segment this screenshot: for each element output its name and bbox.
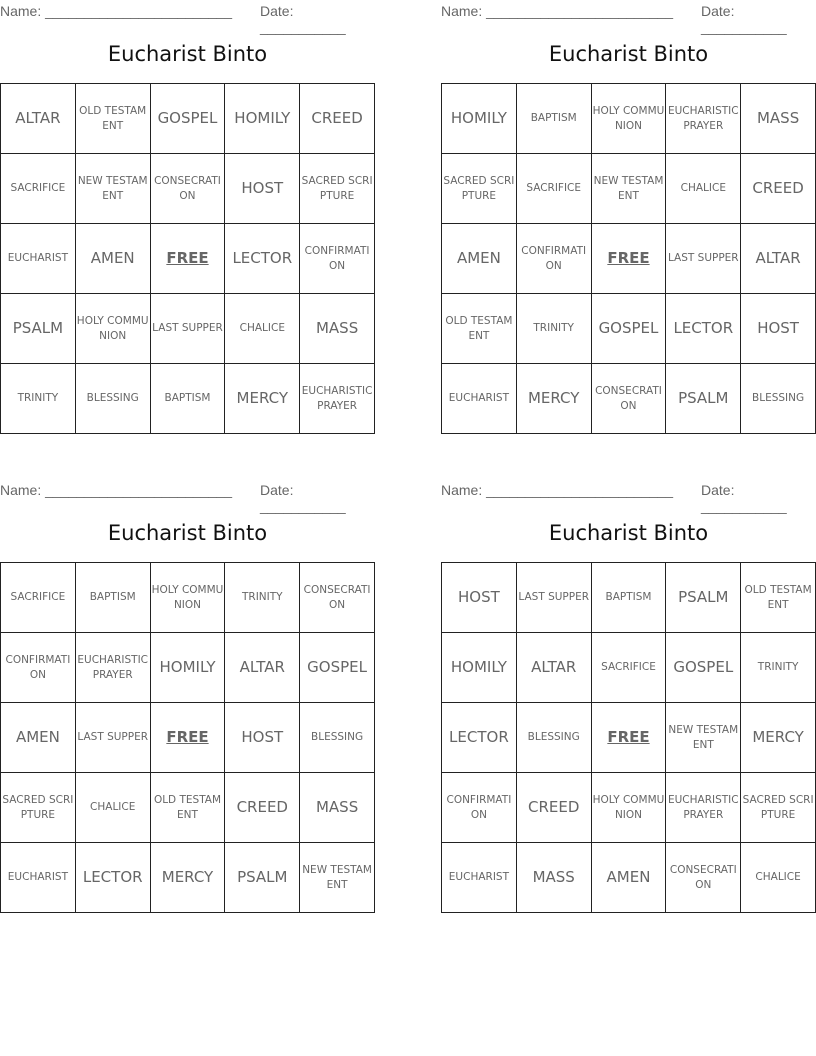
bingo-cell: BLESSING bbox=[300, 703, 375, 773]
bingo-cell: SACRED SCRIPTURE bbox=[442, 154, 517, 224]
bingo-cell: OLD TESTAMENT bbox=[442, 294, 517, 364]
bingo-cell: LECTOR bbox=[666, 294, 741, 364]
bingo-cell: LECTOR bbox=[225, 224, 300, 294]
bingo-cell: LECTOR bbox=[76, 843, 151, 913]
bingo-cell: OLD TESTAMENT bbox=[151, 773, 226, 843]
bingo-cell: SACRIFICE bbox=[592, 633, 667, 703]
bingo-cell: PSALM bbox=[666, 563, 741, 633]
bingo-cell: SACRED SCRIPTURE bbox=[1, 773, 76, 843]
bingo-cell: LAST SUPPER bbox=[76, 703, 151, 773]
bingo-cell: OLD TESTAMENT bbox=[741, 563, 816, 633]
bingo-cell: EUCHARISTIC PRAYER bbox=[666, 773, 741, 843]
bingo-cell: ALTAR bbox=[225, 633, 300, 703]
bingo-cell: EUCHARIST bbox=[1, 843, 76, 913]
bingo-cell: HOMILY bbox=[442, 84, 517, 154]
card-title: Eucharist Binto bbox=[548, 42, 709, 66]
bingo-cell: MERCY bbox=[225, 364, 300, 434]
bingo-cell: EUCHARISTIC PRAYER bbox=[300, 364, 375, 434]
bingo-cell: CREED bbox=[300, 84, 375, 154]
bingo-grid bbox=[0, 562, 375, 913]
bingo-cell: EUCHARISTIC PRAYER bbox=[666, 84, 741, 154]
bingo-cell: SACRED SCRIPTURE bbox=[741, 773, 816, 843]
bingo-cell: PSALM bbox=[666, 364, 741, 434]
bingo-cell: TRINITY bbox=[225, 563, 300, 633]
bingo-cell: BAPTISM bbox=[592, 563, 667, 633]
bingo-cell: PSALM bbox=[225, 843, 300, 913]
bingo-cell: CONSECRATION bbox=[666, 843, 741, 913]
bingo-cell: CONFIRMATION bbox=[1, 633, 76, 703]
bingo-cell: CREED bbox=[517, 773, 592, 843]
bingo-cell: AMEN bbox=[1, 703, 76, 773]
bingo-cell: CHALICE bbox=[666, 154, 741, 224]
bingo-cell: CONSECRATION bbox=[300, 563, 375, 633]
bingo-cell: CONFIRMATION bbox=[442, 773, 517, 843]
card-header bbox=[0, 479, 375, 514]
card-header bbox=[0, 0, 375, 35]
bingo-cell: CHALICE bbox=[76, 773, 151, 843]
bingo-cell: HOMILY bbox=[151, 633, 226, 703]
date-label: Date: ___________ bbox=[701, 3, 787, 35]
date-label: Date: ___________ bbox=[260, 3, 346, 35]
bingo-cell: ALTAR bbox=[517, 633, 592, 703]
bingo-cell: MERCY bbox=[517, 364, 592, 434]
bingo-card-1 bbox=[0, 0, 375, 412]
bingo-cell: BAPTISM bbox=[151, 364, 226, 434]
bingo-cell: NEW TESTAMENT bbox=[76, 154, 151, 224]
bingo-card-4 bbox=[441, 479, 816, 891]
bingo-cell: NEW TESTAMENT bbox=[666, 703, 741, 773]
bingo-cell: ALTAR bbox=[741, 224, 816, 294]
bingo-cell: CHALICE bbox=[741, 843, 816, 913]
bingo-cell: MASS bbox=[300, 773, 375, 843]
bingo-cell: AMEN bbox=[442, 224, 517, 294]
bingo-cell: AMEN bbox=[592, 843, 667, 913]
name-label: Name: ________________________ bbox=[0, 482, 232, 498]
bingo-cell: EUCHARIST bbox=[442, 843, 517, 913]
bingo-cell: EUCHARISTIC PRAYER bbox=[76, 633, 151, 703]
name-label: Name: ________________________ bbox=[441, 3, 673, 19]
bingo-cell: TRINITY bbox=[1, 364, 76, 434]
bingo-cell: LAST SUPPER bbox=[151, 294, 226, 364]
name-label: Name: ________________________ bbox=[0, 3, 232, 19]
bingo-cell: SACRIFICE bbox=[1, 563, 76, 633]
card-title: Eucharist Binto bbox=[548, 521, 709, 545]
bingo-cell: NEW TESTAMENT bbox=[592, 154, 667, 224]
bingo-cell: EUCHARIST bbox=[442, 364, 517, 434]
bingo-cell: MERCY bbox=[741, 703, 816, 773]
bingo-cell: GOSPEL bbox=[300, 633, 375, 703]
card-title: Eucharist Binto bbox=[107, 521, 268, 545]
bingo-cell: CONSECRATION bbox=[151, 154, 226, 224]
bingo-cell: BAPTISM bbox=[517, 84, 592, 154]
bingo-cell: HOST bbox=[225, 703, 300, 773]
free-space-cell: FREE bbox=[151, 703, 226, 773]
bingo-cell: SACRED SCRIPTURE bbox=[300, 154, 375, 224]
bingo-cell: TRINITY bbox=[741, 633, 816, 703]
bingo-cell: TRINITY bbox=[517, 294, 592, 364]
bingo-cell: HOST bbox=[442, 563, 517, 633]
bingo-cell: GOSPEL bbox=[592, 294, 667, 364]
card-header bbox=[441, 479, 816, 514]
bingo-cell: BLESSING bbox=[76, 364, 151, 434]
bingo-cell: HOST bbox=[225, 154, 300, 224]
card-title: Eucharist Binto bbox=[107, 42, 268, 66]
bingo-cell: BAPTISM bbox=[76, 563, 151, 633]
bingo-cell: HOMILY bbox=[225, 84, 300, 154]
bingo-cell: CHALICE bbox=[225, 294, 300, 364]
bingo-cell: MASS bbox=[741, 84, 816, 154]
bingo-cell: CONSECRATION bbox=[592, 364, 667, 434]
bingo-cell: MASS bbox=[300, 294, 375, 364]
bingo-cell: ALTAR bbox=[1, 84, 76, 154]
bingo-grid bbox=[441, 83, 816, 434]
free-space-cell: FREE bbox=[592, 224, 667, 294]
card-header bbox=[441, 0, 816, 35]
bingo-cell: EUCHARIST bbox=[1, 224, 76, 294]
bingo-cell: HOLY COMMUNION bbox=[151, 563, 226, 633]
free-space-cell: FREE bbox=[151, 224, 226, 294]
bingo-cell: BLESSING bbox=[741, 364, 816, 434]
free-space-cell: FREE bbox=[592, 703, 667, 773]
name-label: Name: ________________________ bbox=[441, 482, 673, 498]
date-label: Date: ___________ bbox=[701, 482, 787, 514]
bingo-grid bbox=[441, 562, 816, 913]
bingo-cell: LAST SUPPER bbox=[666, 224, 741, 294]
bingo-cell: GOSPEL bbox=[151, 84, 226, 154]
bingo-cell: CONFIRMATION bbox=[300, 224, 375, 294]
bingo-cell: LECTOR bbox=[442, 703, 517, 773]
bingo-cell: OLD TESTAMENT bbox=[76, 84, 151, 154]
bingo-cell: NEW TESTAMENT bbox=[300, 843, 375, 913]
bingo-cell: CREED bbox=[225, 773, 300, 843]
bingo-card-3 bbox=[0, 479, 375, 891]
bingo-cell: PSALM bbox=[1, 294, 76, 364]
bingo-cell: HOMILY bbox=[442, 633, 517, 703]
bingo-cell: CONFIRMATION bbox=[517, 224, 592, 294]
date-label: Date: ___________ bbox=[260, 482, 346, 514]
bingo-cell: CREED bbox=[741, 154, 816, 224]
bingo-cell: SACRIFICE bbox=[1, 154, 76, 224]
bingo-cell: GOSPEL bbox=[666, 633, 741, 703]
bingo-cell: BLESSING bbox=[517, 703, 592, 773]
bingo-cell: SACRIFICE bbox=[517, 154, 592, 224]
bingo-cell: HOLY COMMUNION bbox=[592, 773, 667, 843]
bingo-cell: AMEN bbox=[76, 224, 151, 294]
bingo-cell: LAST SUPPER bbox=[517, 563, 592, 633]
bingo-cell: MERCY bbox=[151, 843, 226, 913]
bingo-card-2 bbox=[441, 0, 816, 412]
bingo-cell: HOST bbox=[741, 294, 816, 364]
bingo-cell: HOLY COMMUNION bbox=[592, 84, 667, 154]
bingo-cell: MASS bbox=[517, 843, 592, 913]
bingo-grid bbox=[0, 83, 375, 434]
bingo-cell: HOLY COMMUNION bbox=[76, 294, 151, 364]
